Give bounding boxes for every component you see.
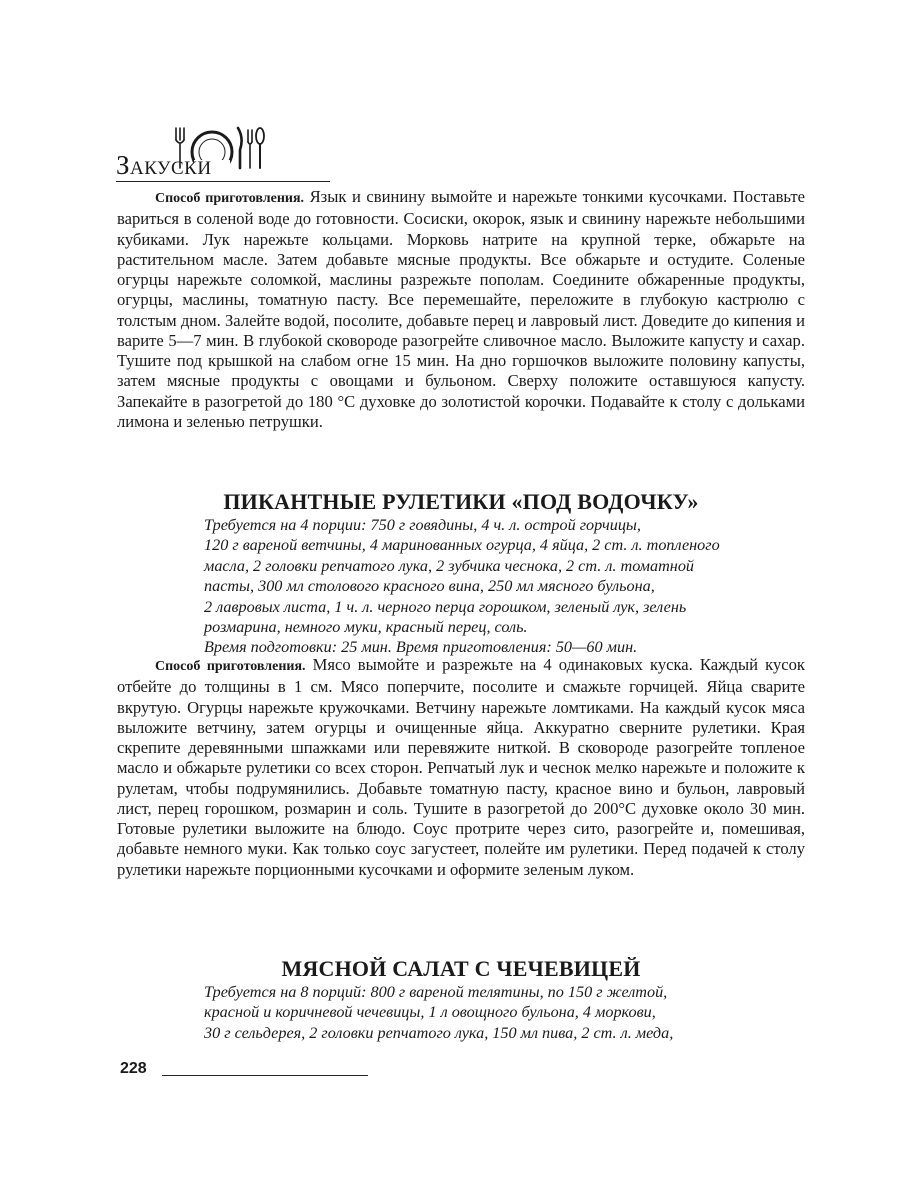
- section-title: Закуски: [116, 150, 212, 180]
- prep-time: Время подготовки: 25 мин. Время приготовления: 50—60 мин.: [204, 638, 638, 657]
- ingredients-line: красной и коричневой чечевицы, 1 л овощного бульона, 4 моркови,: [204, 1003, 656, 1022]
- ingredients-line: 2 лавровых листа, 1 ч. л. черного перца горошком, зеленый лук, зелень: [204, 597, 687, 616]
- page-number: 228: [120, 1060, 147, 1077]
- ingredients-block: [204, 982, 804, 1043]
- running-header: [116, 120, 336, 182]
- ingredients-line: 120 г вареной ветчины, 4 маринованных огурца, 4 яйца, 2 ст. л. топленого: [204, 536, 720, 555]
- recipe-title: ПИКАНТНЫЕ РУЛЕТИКИ «ПОД ВОДОЧКУ»: [223, 489, 699, 514]
- ingredients-line: масла, 2 головки репчатого лука, 2 зубчика чеснока, 2 ст. л. томатной: [204, 556, 695, 575]
- ingredients-line: Требуется на 4 порции: 750 г говядины, 4 ч. л. острой горчицы,: [204, 516, 641, 534]
- ingredients-line: пасты, 300 мл столового красного вина, 250 мл мясного бульона,: [204, 577, 655, 596]
- ingredients-line: розмарина, немного муки, красный перец, соль.: [204, 618, 528, 637]
- recipe-title: МЯСНОЙ САЛАТ С ЧЕЧЕВИЦЕЙ: [281, 956, 641, 981]
- method-label: Способ приготовления.: [155, 191, 305, 206]
- method-paragraph-1: [117, 187, 805, 432]
- method-label: Способ приготовления.: [155, 659, 306, 674]
- ingredients-line: Требуется на 8 порций: 800 г вареной телятины, по 150 г желтой,: [204, 983, 668, 1001]
- ingredients-block: [204, 515, 804, 658]
- ingredients-line: 30 г сельдерея, 2 головки репчатого лука, 150 мл пива, 2 ст. л. меда,: [204, 1023, 674, 1042]
- header-rule: [116, 181, 330, 182]
- footer-rule: [162, 1075, 368, 1076]
- method-paragraph-2: [117, 655, 805, 880]
- method-text: Мясо вымойте и разрежьте на 4 одинаковых куска. Каждый кусок отбейте до толщины в 1 см. Мясо поперчите, посолите и смажьте горчицей. Яйца сварите вкрутую. Огурцы нарежьте кружочками. Ветчину нарежьте ломтиками. На каждый кусок мяса выложите ветчину, затем огурцы и очищенные яйца. Аккуратно сверните рулетики. Края скрепите деревянными шпажками или перевяжите ниткой. В сковороде разогрейте топленое масло и обжарьте рулетики со всех сторон. Репчатый лук и чеснок мелко нарежьте и положите к рулетам, чтобы подрумянились. Добавьте томатную пасту, красное вино и бульон, лавровый лист, перец горошком, розмарин и соль. Тушите в разогретой до 200°С духовке около 30 мин. Готовые рулетики выложите на блюдо. Соус протрите через сито, разогрейте и, помешивая, добавьте немного муки. Как только соус загустеет, полейте им рулетики. Перед подачей к столу рулетики нарежьте порционными кусочками и оформите зеленым луком.: [117, 655, 805, 879]
- method-text: Язык и свинину вымойте и нарежьте тонкими кусочками. Поставьте вариться в соленой воде до готовности. Сосиски, окорок, язык и свинину нарежьте небольшими кубиками. Лук нарежьте кольцами. Морковь натрите на крупной терке, обжарьте на растительном масле. Затем добавьте мясные продукты. Все обжарьте и остудите. Соленые огурцы нарежьте соломкой, маслины разрежьте пополам. Соедините обжаренные продукты, огурцы, маслины, томатную пасту. Все перемешайте, переложите в глубокую кастрюлю с толстым дном. Залейте водой, посолите, добавьте перец и лавровый лист. Доведите до кипения и варите 5—7 мин. В глубокой сковороде разогрейте сливочное масло. Выложите капусту и сахар. Тушите под крышкой на слабом огне 15 мин. На дно горшочков выложите половину капусты, затем мясные продукты с овощами и бульоном. Сверху положите оставшуюся капусту. Запекайте в разогретой до 180 °С духовке до золотистой корочки. Подавайте к столу с дольками лимона и зеленью петрушки.: [117, 187, 805, 431]
